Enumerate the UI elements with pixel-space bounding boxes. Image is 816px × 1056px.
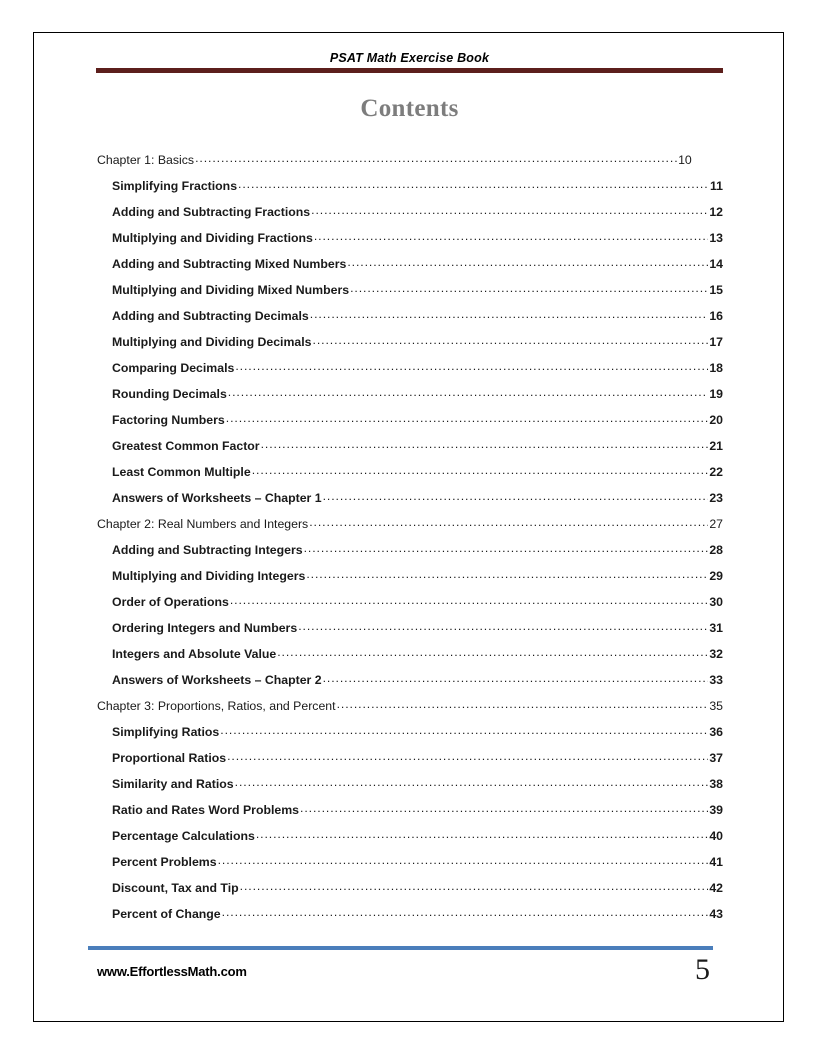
toc-label: Multiplying and Dividing Mixed Numbers [112,283,350,297]
toc-label: Integers and Absolute Value [112,647,277,661]
toc-entry-row[interactable] [96,826,723,852]
toc-page-number: 33 [709,673,723,687]
toc-page-number: 30 [709,595,723,609]
dot-leader [277,644,708,658]
dot-leader [235,774,709,788]
toc-entry-row[interactable] [96,462,723,488]
toc-label: Answers of Worksheets – Chapter 2 [112,673,322,687]
running-header [96,49,723,67]
toc-page-number: 27 [709,517,723,531]
dot-leader [240,878,709,892]
toc-chapter-row[interactable] [96,696,723,722]
dot-leader [309,514,708,528]
toc-label: Percent Problems [112,855,217,869]
toc-page-number: 41 [709,855,723,869]
toc-page-number: 19 [709,387,723,401]
toc-label: Chapter 1: Basics [97,153,195,167]
dot-leader [256,826,708,840]
toc-label: Similarity and Ratios [112,777,234,791]
page-sheet [33,32,784,1022]
toc-entry-row[interactable] [96,618,723,644]
dot-leader [313,332,709,346]
toc-entry-row[interactable] [96,800,723,826]
dot-leader [230,592,708,606]
toc-label: Chapter 2: Real Numbers and Integers [97,517,309,531]
toc-page-number: 23 [709,491,723,505]
toc-entry-row[interactable] [96,878,723,904]
toc-page-number: 42 [709,881,723,895]
toc-entry-row[interactable] [96,228,723,254]
page-title: Contents [360,95,459,122]
toc-label: Greatest Common Factor [112,439,260,453]
toc-label: Least Common Multiple [112,465,251,479]
toc-label: Multiplying and Dividing Decimals [112,335,312,349]
toc-entry-row[interactable] [96,358,723,384]
footer-divider [88,946,713,950]
dot-leader [235,358,708,372]
toc-chapter-row[interactable] [96,514,723,540]
toc-page-number: 32 [709,647,723,661]
toc-entry-row[interactable] [96,748,723,774]
toc-label: Percent of Change [112,907,221,921]
toc-label: Multiplying and Dividing Fractions [112,231,313,245]
dot-leader [227,748,708,762]
toc-page-number: 38 [709,777,723,791]
toc-entry-row[interactable] [96,904,723,930]
dot-leader [304,540,709,554]
toc-entry-row[interactable] [96,592,723,618]
toc-label: Chapter 3: Proportions, Ratios, and Percent [97,699,336,713]
toc-page-number: 40 [709,829,723,843]
toc-page-number: 39 [709,803,723,817]
toc-label: Ordering Integers and Numbers [112,621,298,635]
toc-entry-row[interactable] [96,436,723,462]
toc-entry-row[interactable] [96,774,723,800]
dot-leader [314,228,708,242]
toc-entry-row[interactable] [96,852,723,878]
toc-entry-row[interactable] [96,566,723,592]
toc-entry-row[interactable] [96,722,723,748]
toc-label: Ratio and Rates Word Problems [112,803,299,817]
header-divider [96,68,723,73]
toc-entry-row[interactable] [96,384,723,410]
toc-label: Multiplying and Dividing Integers [112,569,306,583]
toc-label: Adding and Subtracting Mixed Numbers [112,257,347,271]
dot-leader [323,670,709,684]
toc-chapter-row[interactable] [96,150,723,176]
toc-label: Adding and Subtracting Integers [112,543,303,557]
dot-leader [298,618,708,632]
toc-page-number: 11 [710,179,723,193]
toc-label: Simplifying Fractions [112,179,238,193]
page-footer [88,955,713,999]
dot-leader [220,722,708,736]
dot-leader [347,254,708,268]
toc-page-number: 36 [709,725,723,739]
toc-page-number: 10 [678,153,692,167]
toc-label: Proportional Ratios [112,751,227,765]
toc-page-number: 12 [709,205,723,219]
dot-leader [252,462,709,476]
toc-entry-row[interactable] [96,540,723,566]
toc-entry-row[interactable] [96,176,723,202]
toc-entry-row[interactable] [96,644,723,670]
toc-page-number: 15 [709,283,723,297]
dot-leader [350,280,708,294]
toc-label: Answers of Worksheets – Chapter 1 [112,491,322,505]
toc-page-number: 17 [709,335,723,349]
toc-page-number: 43 [709,907,723,921]
dot-leader [310,306,709,320]
toc-page-number: 28 [709,543,723,557]
toc-entry-row[interactable] [96,254,723,280]
toc-entry-row[interactable] [96,306,723,332]
table-of-contents [96,150,723,930]
dot-leader [238,176,709,190]
toc-label: Comparing Decimals [112,361,235,375]
toc-entry-row[interactable] [96,280,723,306]
toc-label: Adding and Subtracting Fractions [112,205,311,219]
toc-entry-row[interactable] [96,410,723,436]
dot-leader [226,410,709,424]
toc-page-number: 22 [709,465,723,479]
toc-label: Rounding Decimals [112,387,227,401]
toc-page-number: 14 [709,257,723,271]
toc-page-number: 18 [709,361,723,375]
book-title: PSAT Math Exercise Book [329,51,490,65]
dot-leader [228,384,709,398]
dot-leader [323,488,709,502]
toc-label: Discount, Tax and Tip [112,881,239,895]
toc-label: Adding and Subtracting Decimals [112,309,309,323]
dot-leader [311,202,708,216]
dot-leader [218,852,709,866]
toc-page-number: 16 [709,309,723,323]
page-number: 5 [695,953,710,986]
toc-entry-row[interactable] [96,670,723,696]
toc-page-number: 31 [709,621,723,635]
toc-label: Factoring Numbers [112,413,225,427]
toc-page-number: 35 [709,699,723,713]
dot-leader [300,800,708,814]
toc-page-number: 37 [709,751,723,765]
toc-label: Order of Operations [112,595,229,609]
toc-entry-row[interactable] [96,332,723,358]
toc-entry-row[interactable] [96,488,723,514]
dot-leader [195,150,677,164]
toc-page-number: 13 [709,231,723,245]
dot-leader [261,436,709,450]
dot-leader [222,904,709,918]
toc-page-number: 29 [709,569,723,583]
toc-entry-row[interactable] [96,202,723,228]
toc-label: Percentage Calculations [112,829,255,843]
website-url[interactable]: www.EffortlessMath.com [97,964,247,979]
dot-leader [306,566,708,580]
toc-page-number: 21 [709,439,723,453]
toc-page-number: 20 [709,413,723,427]
dot-leader [337,696,709,710]
toc-label: Simplifying Ratios [112,725,220,739]
